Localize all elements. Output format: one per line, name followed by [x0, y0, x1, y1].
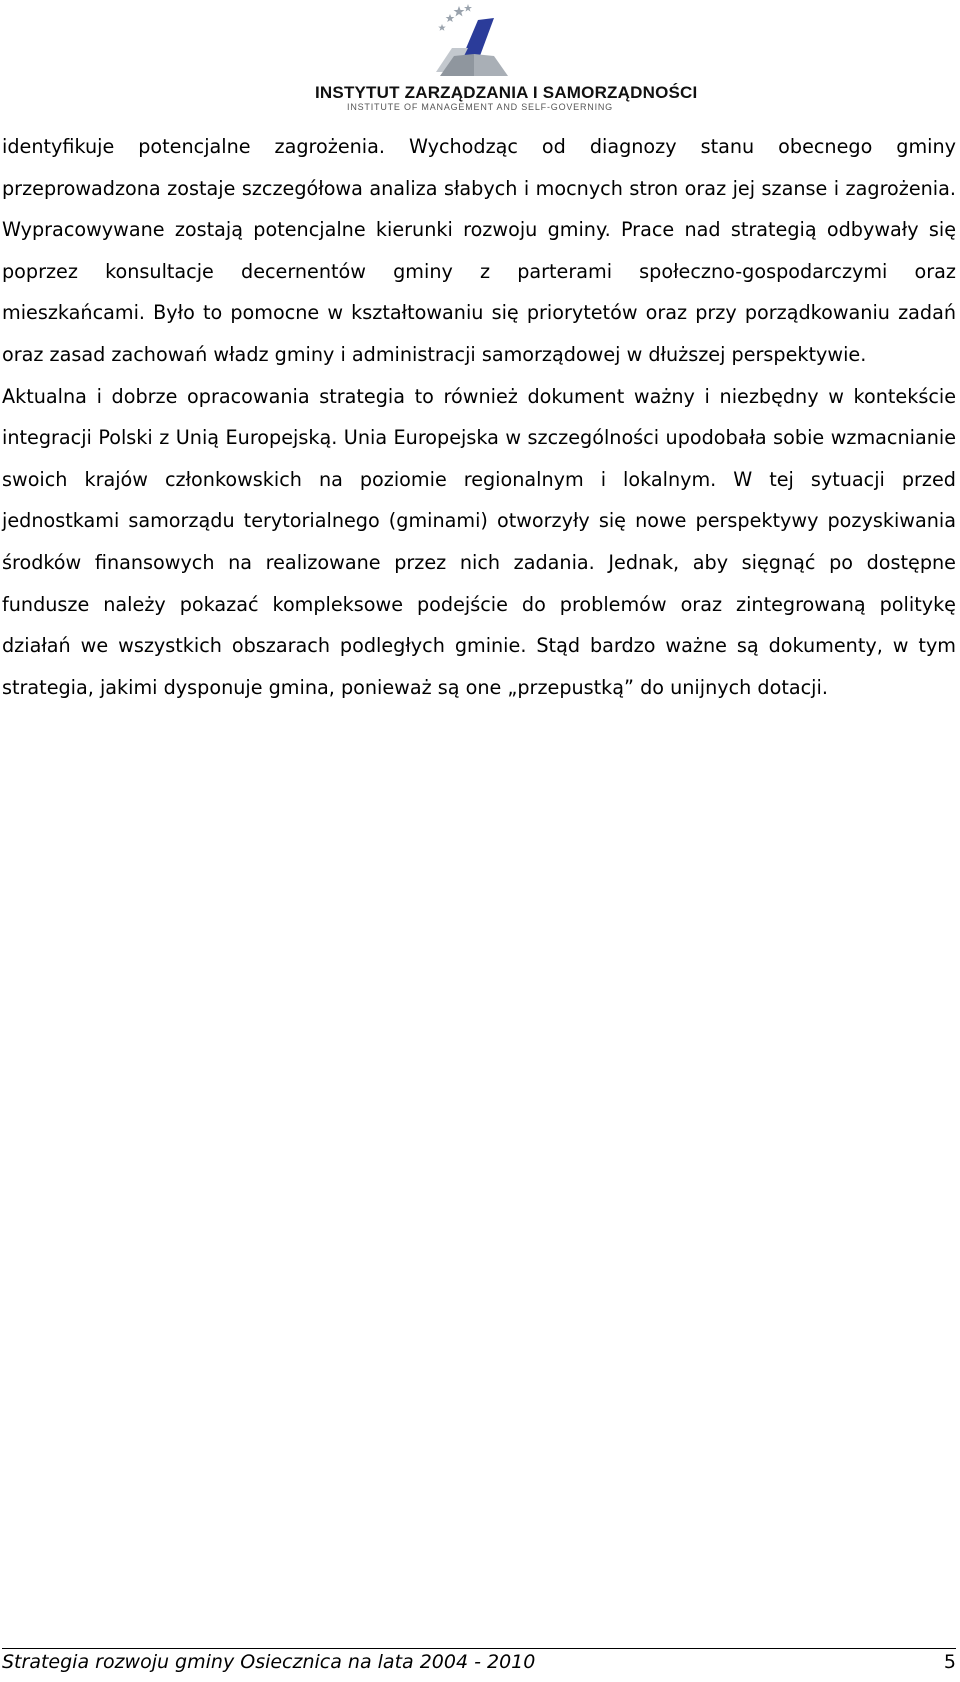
logo-star: [438, 24, 446, 31]
institute-subtitle: INSTITUTE OF MANAGEMENT AND SELF-GOVERNING: [347, 102, 613, 112]
page-number: 5: [943, 1651, 956, 1673]
paragraph-1: identyfikuje potencjalne zagrożenia. Wychodząc od diagnozy stanu obecnego gminy przeprowadzona zostaje szczegółowa analiza słabych i mocnych stron oraz jej szanse i zagrożenia. Wypracowywane zostają potencjalne kierunki rozwoju gminy. Prace nad strategią odbywały się poprzez konsultacje decernentów gminy z parterami społeczno-gospodarczymi oraz mieszkańcami. Było to pomocne w kształtowaniu się priorytetów oraz przy porządkowaniu zadań oraz zasad zachowań władz gminy i administracji samorządowej w dłuższej perspektywie.: [2, 135, 956, 366]
paragraph-2: Aktualna i dobrze opracowania strategia to również dokument ważny i niezbędny w kontekście integracji Polski z Unią Europejską. Unia Europejska w szczególności upodobała sobie wzmacnianie swoich krajów członkowskich na poziomie regionalnym i lokalnym. W tej sytuacji przed jednostkami samorządu terytorialnego (gminami) otworzyły się nowe perspektywy pozyskiwania środków finansowych na realizowane przez nich zadania. Jednak, aby sięgnąć po dostępne fundusze należy pokazać kompleksowe podejście do problemów oraz zintegrowaną politykę działań we wszystkich obszarach podległych gminie. Stąd bardzo ważne są dokumenty, w tym strategia, jakimi dysponuje gmina, ponieważ są one „przepustką” do unijnych dotacji.: [2, 384, 956, 699]
logo-page: [474, 54, 508, 76]
document-body: [2, 126, 956, 708]
logo-star: [464, 4, 472, 12]
footer-document-title: Strategia rozwoju gminy Osiecznica na lata 2004 - 2010: [2, 1651, 536, 1673]
logo-star: [446, 14, 455, 22]
institute-name: INSTYTUT ZARZĄDZANIA I SAMORZĄDNOŚCI: [315, 83, 698, 102]
page-footer: [2, 1648, 956, 1677]
logo-star: [454, 6, 465, 16]
page-header: [0, 0, 960, 118]
institute-logo-icon: [434, 2, 520, 78]
